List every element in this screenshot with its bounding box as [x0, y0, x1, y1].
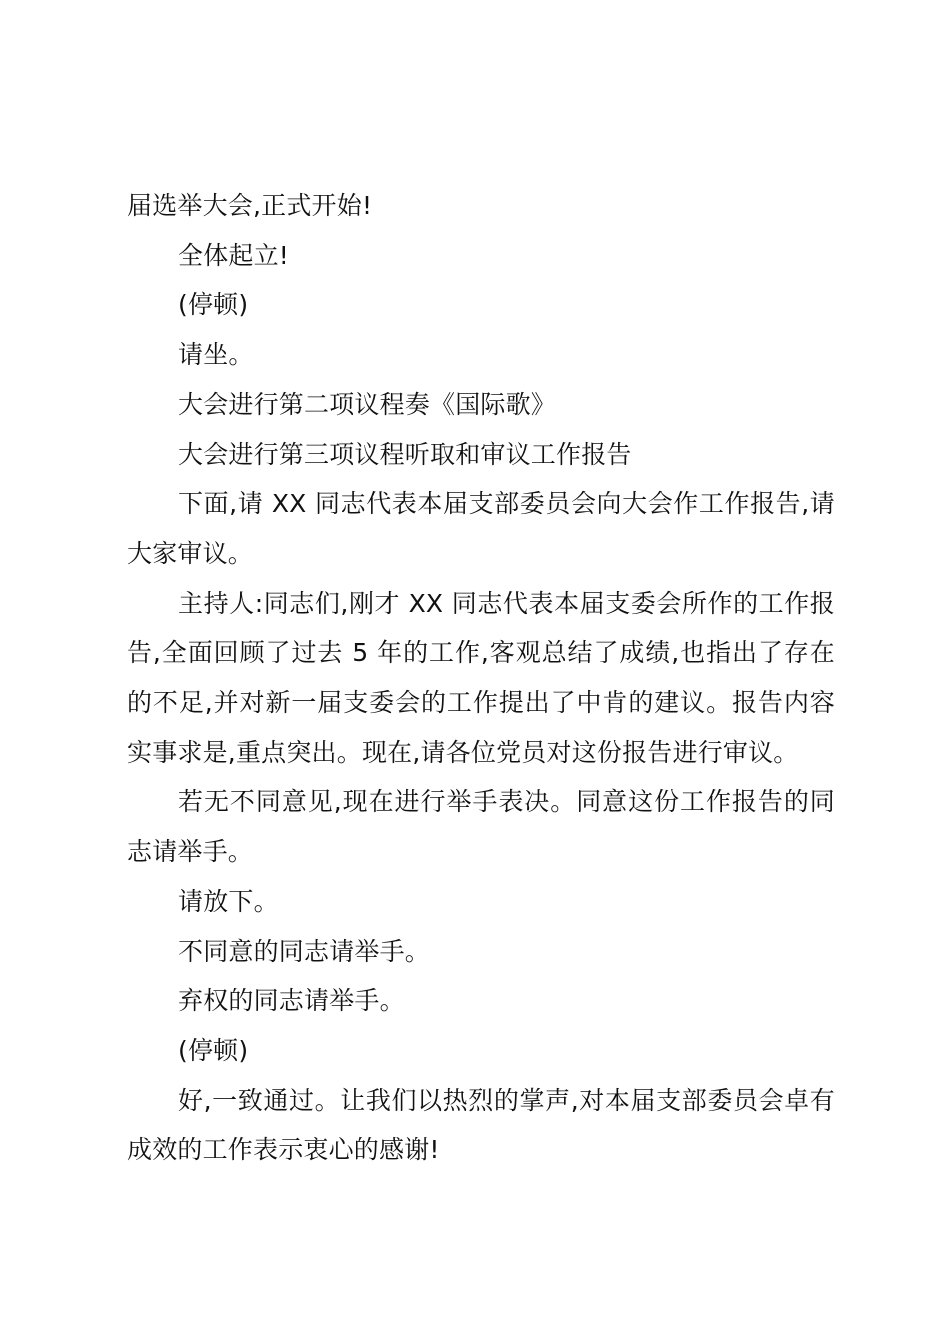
paragraph-11: 不同意的同志请举手。	[178, 936, 431, 966]
paragraph-1: 届选举大会,正式开始!	[127, 191, 373, 220]
paragraph-5: 大会进行第二项议程奏《国际歌》	[178, 389, 557, 419]
document-body	[127, 181, 835, 1175]
paragraph-4: 请坐。	[178, 340, 254, 370]
paragraph-14: 好,一致通过。让我们以热烈的掌声,对本届支部委员会卓有成效的工作表示衷心的感谢!	[127, 1085, 835, 1165]
paragraph-6: 大会进行第三项议程听取和审议工作报告	[178, 439, 632, 469]
paragraph-9: 若无不同意见,现在进行举手表决。同意这份工作报告的同志请举手。	[127, 787, 835, 867]
paragraph-10: 请放下。	[178, 886, 279, 916]
paragraph-12: 弃权的同志请举手。	[178, 986, 405, 1016]
paragraph-8: 主持人:同志们,刚才 XX 同志代表本届支委会所作的工作报告,全面回顾了过去 5 年的工作,客观总结了成绩,也指出了存在的不足,并对新一届支委会的工作提出了中肯的建议。报告内容实事求是,重点突出。现在,请各位党员对这份报告进行审议。	[127, 588, 835, 767]
paragraph-3: (停顿)	[178, 290, 249, 320]
paragraph-2: 全体起立!	[178, 240, 290, 270]
paragraph-13: (停顿)	[178, 1035, 249, 1065]
paragraph-7: 下面,请 XX 同志代表本届支部委员会向大会作工作报告,请大家审议。	[127, 489, 835, 568]
